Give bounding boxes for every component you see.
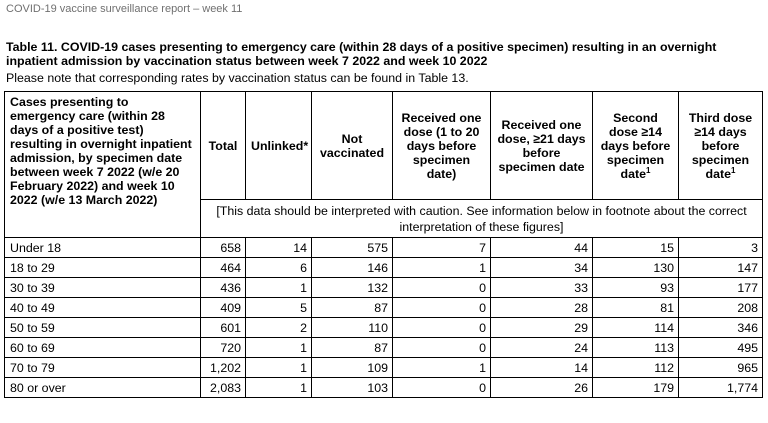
one-dose-1-20-cell: 7 bbox=[393, 238, 491, 258]
row-header-label: Cases presenting to emergency care (within 28 days of a positive test) resulting in overnight inpatient admission, by specimen date between week 7 2022 (w/e 20 February 2022) and week 10 2022 (w/e 13 March 2022) bbox=[5, 92, 201, 238]
one-dose-1-20-cell: 1 bbox=[393, 358, 491, 378]
unlinked-cell: 1 bbox=[246, 378, 312, 398]
one-dose-1-20-cell: 0 bbox=[393, 378, 491, 398]
unlinked-cell: 1 bbox=[246, 278, 312, 298]
col-header-total: Total bbox=[201, 92, 246, 200]
one-dose-21-cell: 28 bbox=[491, 298, 593, 318]
unlinked-cell: 14 bbox=[246, 238, 312, 258]
one-dose-21-cell: 44 bbox=[491, 238, 593, 258]
table-body bbox=[5, 238, 763, 398]
hospitalisation-table bbox=[4, 91, 763, 398]
third-dose-cell: 1,774 bbox=[679, 378, 763, 398]
col-header-one-dose-21: Received one dose, ≥21 days before specimen date bbox=[491, 92, 593, 200]
one-dose-1-20-cell: 0 bbox=[393, 298, 491, 318]
caution-note: [This data should be interpreted with caution. See information below in footnote about the correct interpretation of these figures] bbox=[201, 200, 763, 238]
second-dose-cell: 114 bbox=[593, 318, 679, 338]
third-dose-label: Third dose ≥14 days before specimen date bbox=[688, 110, 753, 181]
third-dose-cell: 147 bbox=[679, 258, 763, 278]
col-header-one-dose-1-20: Received one dose (1 to 20 days before specimen date) bbox=[393, 92, 491, 200]
table-row bbox=[5, 358, 763, 378]
age-group-cell: 80 or over bbox=[5, 378, 201, 398]
age-group-cell: 60 to 69 bbox=[5, 338, 201, 358]
total-cell: 720 bbox=[201, 338, 246, 358]
second-dose-label: Second dose ≥14 days before specimen date bbox=[600, 110, 671, 181]
table-row bbox=[5, 278, 763, 298]
total-cell: 436 bbox=[201, 278, 246, 298]
not-vaccinated-cell: 146 bbox=[312, 258, 393, 278]
third-dose-cell: 208 bbox=[679, 298, 763, 318]
unlinked-cell: 5 bbox=[246, 298, 312, 318]
third-dose-cell: 495 bbox=[679, 338, 763, 358]
third-dose-cell: 965 bbox=[679, 358, 763, 378]
unlinked-cell: 1 bbox=[246, 338, 312, 358]
one-dose-1-20-cell: 0 bbox=[393, 318, 491, 338]
second-dose-cell: 81 bbox=[593, 298, 679, 318]
not-vaccinated-cell: 87 bbox=[312, 338, 393, 358]
one-dose-21-cell: 33 bbox=[491, 278, 593, 298]
report-header: COVID-19 vaccine surveillance report – week 11 bbox=[6, 3, 243, 15]
one-dose-1-20-cell: 0 bbox=[393, 278, 491, 298]
not-vaccinated-cell: 109 bbox=[312, 358, 393, 378]
one-dose-21-cell: 34 bbox=[491, 258, 593, 278]
total-cell: 601 bbox=[201, 318, 246, 338]
age-group-cell: 70 to 79 bbox=[5, 358, 201, 378]
table-row bbox=[5, 318, 763, 338]
unlinked-cell: 6 bbox=[246, 258, 312, 278]
second-dose-footnote-ref: 1 bbox=[646, 165, 651, 175]
one-dose-21-cell: 24 bbox=[491, 338, 593, 358]
second-dose-cell: 93 bbox=[593, 278, 679, 298]
third-dose-cell: 3 bbox=[679, 238, 763, 258]
third-dose-footnote-ref: 1 bbox=[731, 165, 736, 175]
second-dose-cell: 112 bbox=[593, 358, 679, 378]
second-dose-cell: 179 bbox=[593, 378, 679, 398]
not-vaccinated-cell: 103 bbox=[312, 378, 393, 398]
table-note: Please note that corresponding rates by vaccination status can be found in Table 13. bbox=[6, 71, 469, 85]
total-cell: 409 bbox=[201, 298, 246, 318]
total-cell: 1,202 bbox=[201, 358, 246, 378]
table-row bbox=[5, 298, 763, 318]
not-vaccinated-cell: 575 bbox=[312, 238, 393, 258]
age-group-cell: 18 to 29 bbox=[5, 258, 201, 278]
second-dose-cell: 130 bbox=[593, 258, 679, 278]
one-dose-1-20-cell: 1 bbox=[393, 258, 491, 278]
table-row bbox=[5, 238, 763, 258]
age-group-cell: 30 to 39 bbox=[5, 278, 201, 298]
total-cell: 658 bbox=[201, 238, 246, 258]
age-group-cell: 50 to 59 bbox=[5, 318, 201, 338]
not-vaccinated-cell: 87 bbox=[312, 298, 393, 318]
table-row bbox=[5, 258, 763, 278]
age-group-cell: 40 to 49 bbox=[5, 298, 201, 318]
third-dose-cell: 346 bbox=[679, 318, 763, 338]
one-dose-21-cell: 29 bbox=[491, 318, 593, 338]
third-dose-cell: 177 bbox=[679, 278, 763, 298]
unlinked-cell: 2 bbox=[246, 318, 312, 338]
col-header-second-dose bbox=[593, 92, 679, 200]
not-vaccinated-cell: 132 bbox=[312, 278, 393, 298]
one-dose-21-cell: 14 bbox=[491, 358, 593, 378]
table-title: Table 11. COVID-19 cases presenting to emergency care (within 28 days of a positive specimen) resulting in an overnight inpatient admission by vaccination status between week 7 2022 and week 10 2022 bbox=[6, 40, 717, 68]
not-vaccinated-cell: 110 bbox=[312, 318, 393, 338]
second-dose-cell: 113 bbox=[593, 338, 679, 358]
header-row bbox=[5, 92, 763, 200]
table-row bbox=[5, 338, 763, 358]
total-cell: 464 bbox=[201, 258, 246, 278]
col-header-third-dose bbox=[679, 92, 763, 200]
age-group-cell: Under 18 bbox=[5, 238, 201, 258]
second-dose-cell: 15 bbox=[593, 238, 679, 258]
col-header-not-vaccinated: Not vaccinated bbox=[312, 92, 393, 200]
col-header-unlinked: Unlinked* bbox=[246, 92, 312, 200]
one-dose-1-20-cell: 0 bbox=[393, 338, 491, 358]
unlinked-cell: 1 bbox=[246, 358, 312, 378]
table-row bbox=[5, 378, 763, 398]
total-cell: 2,083 bbox=[201, 378, 246, 398]
one-dose-21-cell: 26 bbox=[491, 378, 593, 398]
